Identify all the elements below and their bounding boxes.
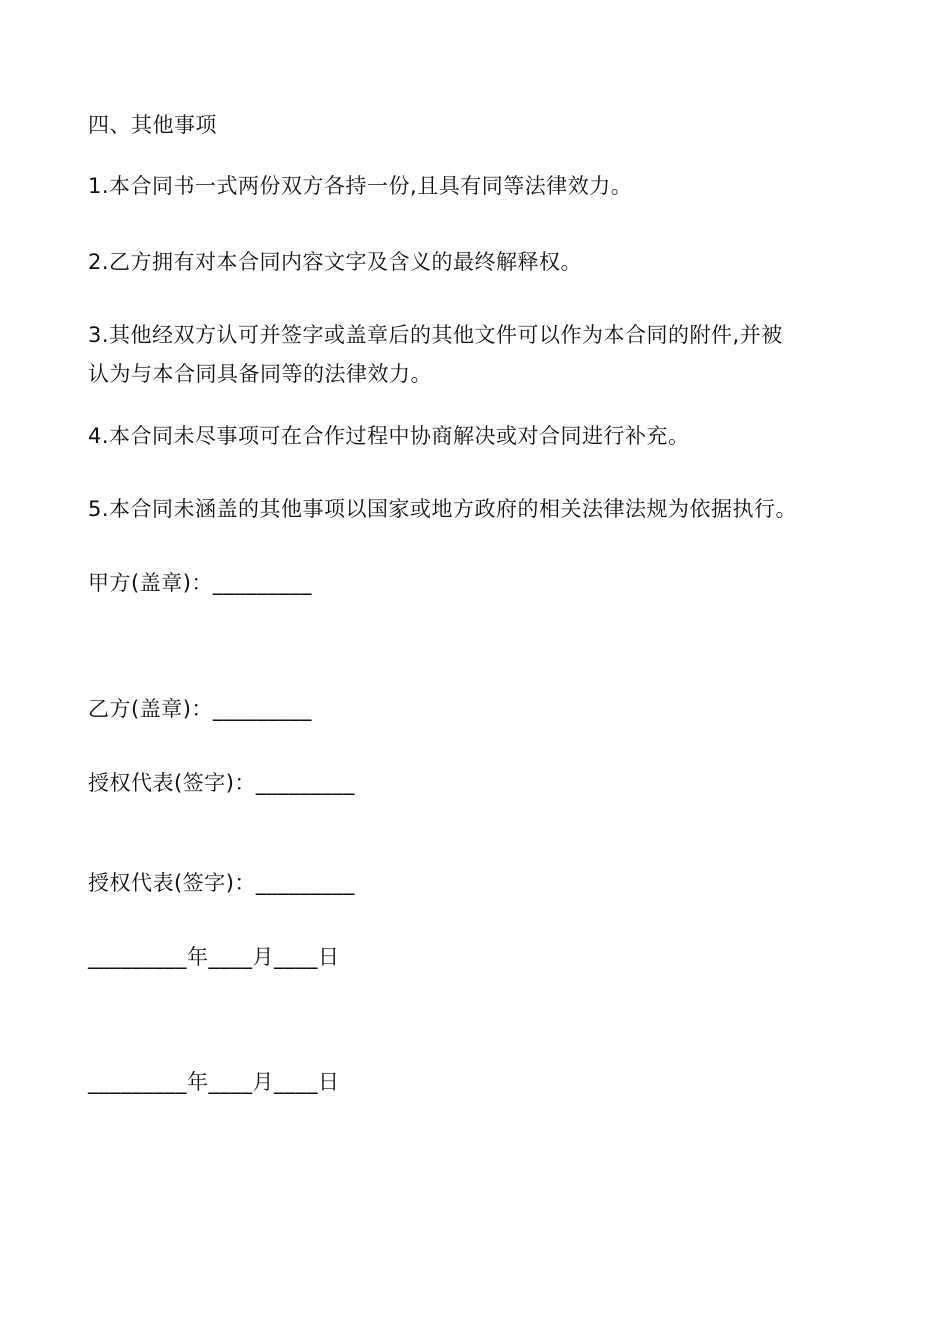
- clause-2: 2.乙方拥有对本合同内容文字及含义的最终解释权。: [88, 250, 583, 274]
- section-heading: 四、其他事项: [88, 113, 217, 137]
- clause-5: 5.本合同未涵盖的其他事项以国家或地方政府的相关法律法规为依据执行。: [88, 497, 798, 521]
- clause-4: 4.本合同未尽事项可在合作过程中协商解决或对合同进行补充。: [88, 424, 690, 448]
- party-a-seal-line: 甲方(盖章)：_________: [88, 571, 312, 595]
- party-b-seal-line: 乙方(盖章)：_________: [88, 697, 312, 721]
- representative-signature-line-1: 授权代表(签字)：_________: [88, 771, 355, 795]
- date-line-1: _________年____月____日: [88, 945, 340, 969]
- representative-signature-line-2: 授权代表(签字)：_________: [88, 871, 355, 895]
- clause-3-line-2: 认为与本合同具备同等的法律效力。: [88, 362, 432, 386]
- date-line-2: _________年____月____日: [88, 1070, 340, 1094]
- clause-3-line-1: 3.其他经双方认可并签字或盖章后的其他文件可以作为本合同的附件,并被: [88, 323, 783, 347]
- clause-1: 1.本合同书一式两份双方各持一份,且具有同等法律效力。: [88, 174, 633, 198]
